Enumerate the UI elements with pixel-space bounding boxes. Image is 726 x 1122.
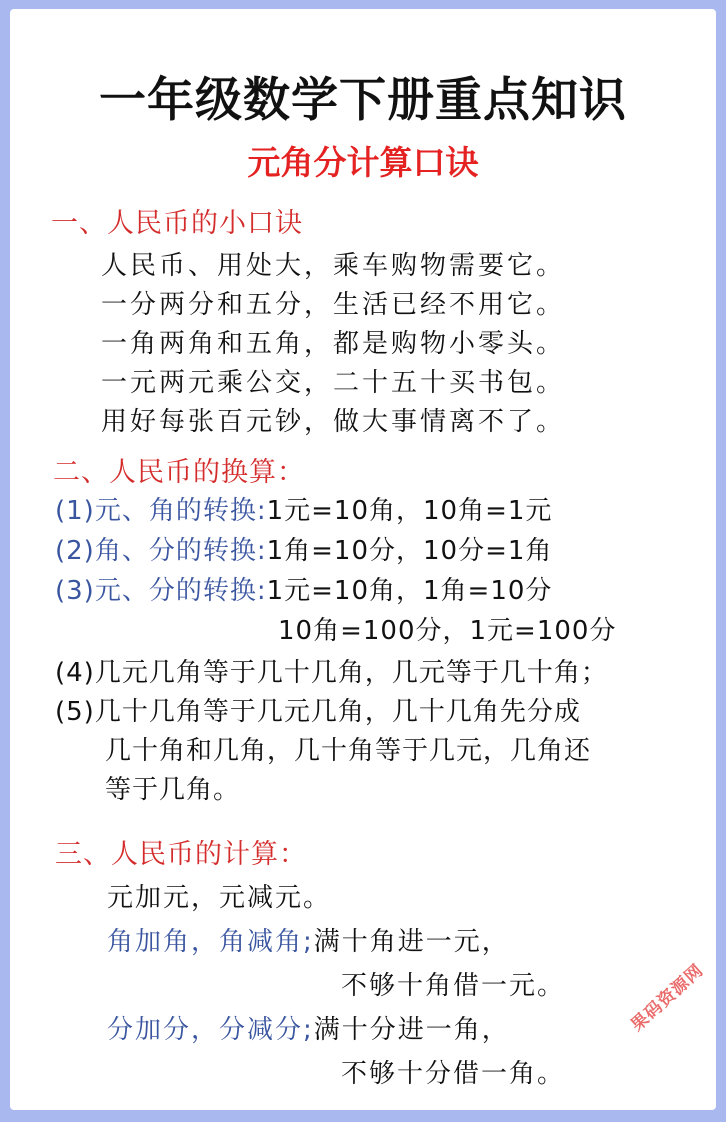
conversion-item [55,490,552,527]
calc-label: 角加角，角减角; [107,927,314,957]
conversion-label: (3)元、分的转换: [55,576,267,606]
calc-row-yuan: 元加元，元减元。 [107,883,332,913]
rule-item-5-line: (5)几十几角等于几元几角，几十几角先分成 [55,697,581,727]
calc-text: 满十分进一角， [313,1015,510,1045]
watermark: 果码资源网 [627,960,708,1036]
conversion-item [55,530,552,567]
section1-heading: 一、人民币的小口诀 [51,208,303,239]
document-sheet [10,9,716,1110]
rule-item-5-line: 几十角和几角，几十角等于几元，几角还 [105,736,592,766]
poem-line: 用好每张百元钞，做大事情离不了。 [101,407,566,437]
conversion-item [55,570,552,607]
calc-row-jiao [107,921,510,958]
calc-text: 满十角进一元， [313,927,510,957]
rule-item-4: (4)几元几角等于几十几角，几元等于几十角； [55,658,608,688]
conversion-text: 1元=10角，1角=10分 [266,576,553,606]
page-subtitle: 元角分计算口诀 [247,143,479,182]
section2-heading: 二、人民币的换算： [53,457,305,488]
rule-item-5-line: 等于几角。 [105,775,241,805]
calc-text-continuation: 不够十角借一元。 [341,971,566,1001]
conversion-text: 1角=10分，10分=1角 [266,536,553,566]
calc-row-fen [107,1009,510,1046]
conversion-label: (2)角、分的转换: [55,536,267,566]
poem-line: 一元两元乘公交，二十五十买书包。 [101,368,566,398]
poem-line: 人民币、用处大，乘车购物需要它。 [101,251,566,281]
conversion-continuation: 10角=100分，1元=100分 [278,616,617,646]
poem-line: 一分两分和五分，生活已经不用它。 [101,290,566,320]
calc-text-continuation: 不够十分借一角。 [341,1059,566,1089]
section3-heading: 三、人民币的计算： [55,839,307,870]
conversion-label: (1)元、角的转换: [55,496,267,526]
poem-line: 一角两角和五角，都是购物小零头。 [101,329,566,359]
page-title: 一年级数学下册重点知识 [99,73,627,128]
conversion-text: 1元=10角，10角=1元 [266,496,553,526]
calc-label: 分加分，分减分; [107,1015,314,1045]
